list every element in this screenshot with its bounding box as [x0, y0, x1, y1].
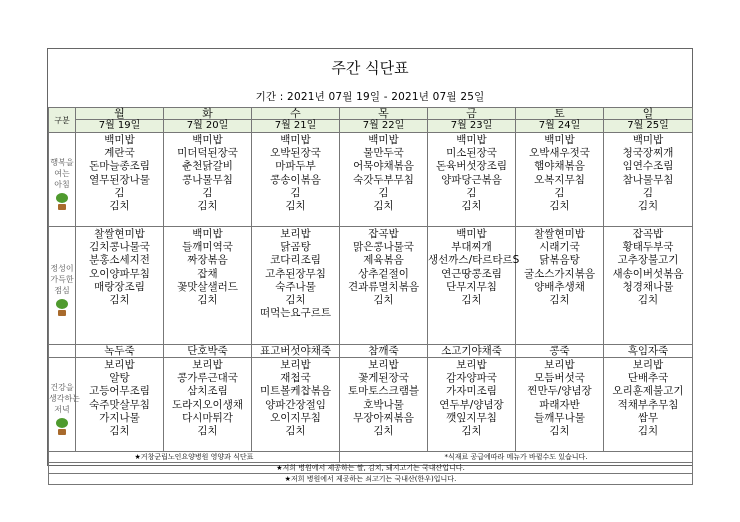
note-origin-beef: ★저희 병원에서 제공하는 쇠고기는 국내산(한우)입니다. [49, 474, 693, 485]
menu-item: 오복지무침 [534, 173, 585, 186]
menu-item: 고추장불고기 [617, 254, 679, 267]
breakfast-cell [252, 133, 340, 227]
menu-item: 생선까스/타르타르S [428, 254, 520, 267]
menu-item: 짜장볶음 [187, 254, 228, 267]
menu-item: 가자미조림 [446, 385, 497, 398]
menu-item: 찐만두/양념장 [527, 385, 592, 398]
menu-item: 김치 [549, 293, 570, 306]
menu-item: 김치 [373, 199, 394, 212]
lunch-cell [516, 227, 604, 345]
day-header: 월 [76, 108, 164, 120]
note-origin-rice: ★저희 병원에서 제공하는 쌀, 김치, 돼지고기는 국내산입니다. [49, 463, 693, 474]
menu-item: 백미밥 [104, 134, 135, 146]
snack-cell: 흑임자죽 [604, 345, 693, 358]
menu-item: 꽃게된장국 [358, 372, 409, 385]
day-header: 수 [252, 108, 340, 120]
menu-item: 김치 [109, 199, 130, 212]
date-header: 7월 25일 [604, 120, 693, 133]
menu-item: 춘천닭갈비 [182, 160, 233, 173]
menu-item: 맑은콩나물국 [353, 241, 414, 254]
lunch-label: 정성이 가득한 점심 [49, 227, 76, 345]
menu-item: 김치 [637, 424, 659, 437]
menu-item: 김치 [197, 199, 218, 212]
menu-item: 백미밥 [456, 134, 487, 146]
breakfast-cell [340, 133, 428, 227]
menu-item: 김치 [461, 293, 482, 306]
menu-item: 모듬버섯국 [534, 372, 585, 385]
dinner-cell [428, 358, 516, 452]
menu-item: 김치 [549, 199, 570, 212]
menu-item: 닭볶음탕 [539, 254, 580, 267]
menu-item: 오박새우젓국 [529, 147, 590, 160]
menu-item: 상추겉절이 [358, 267, 409, 280]
menu-item: 다시마튀각 [182, 411, 233, 424]
menu-item: 코다리조림 [270, 254, 321, 267]
weekly-menu-table [48, 107, 693, 485]
menu-item: 황태두부국 [622, 241, 674, 254]
snack-cell: 참깨죽 [340, 345, 428, 358]
lunch-cell [340, 227, 428, 345]
menu-item: 숙주맛살무침 [89, 398, 150, 411]
menu-item: 김치 [461, 424, 482, 437]
note-ingredients: *식재료 공급에따라 메뉴가 바뀔수도 있습니다. [340, 452, 693, 463]
date-header: 7월 19일 [76, 120, 164, 133]
menu-item: 미더덕된장국 [177, 147, 238, 160]
menu-item: 알탕 [109, 372, 130, 385]
menu-item: 숙주나물 [275, 280, 316, 293]
menu-item: 재첩국 [280, 372, 311, 385]
date-header: 7월 21일 [252, 120, 340, 133]
menu-item: 콩송이볶음 [270, 173, 321, 186]
snack-label-cell [49, 345, 76, 358]
menu-item: 닭곰탕 [280, 241, 311, 254]
snack-cell: 단호박죽 [164, 345, 252, 358]
page-title: 주간 식단표 [331, 59, 409, 77]
menu-item: 파래자반 [539, 398, 580, 411]
menu-item: 돈마늘종조림 [89, 160, 150, 173]
menu-item: 백미밥 [192, 228, 223, 240]
menu-item: 잡채 [197, 267, 218, 280]
plant-pot-icon [54, 299, 70, 317]
menu-item: 콩나물무침 [182, 173, 233, 186]
menu-item: 김치 [285, 424, 306, 437]
menu-item: 오이지무침 [270, 411, 321, 424]
menu-item: 고등어무조림 [89, 385, 150, 398]
menu-item: 적채부추무침 [617, 398, 679, 411]
dinner-cell [252, 358, 340, 452]
menu-item: 콩가루근대국 [177, 372, 238, 385]
date-header: 7월 20일 [164, 120, 252, 133]
lunch-cell [252, 227, 340, 345]
menu-item: 보리밥 [104, 359, 135, 371]
snack-cell: 콩죽 [516, 345, 604, 358]
menu-item: 굴소스가지볶음 [523, 267, 595, 280]
period-text: 기간 : 2021년 07월 19일 - 2021년 07월 25일 [255, 91, 485, 103]
date-header: 7월 23일 [428, 120, 516, 133]
menu-item: 찰쌀현미밥 [534, 228, 585, 240]
menu-item: 양파간장절임 [265, 398, 326, 411]
menu-item: 들깨무나물 [534, 411, 585, 424]
menu-item: 김치 [637, 199, 659, 212]
day-header: 금 [428, 108, 516, 120]
menu-item: 매랑장조림 [94, 280, 145, 293]
menu-item: 김치 [549, 424, 570, 437]
lunch-cell [76, 227, 164, 345]
menu-item: 김 [642, 186, 654, 199]
menu-item: 연두부/양념장 [439, 398, 504, 411]
menu-item: 오박된장국 [270, 147, 321, 160]
menu-item: 잡곡밥 [632, 228, 664, 240]
menu-item: 김치 [461, 199, 482, 212]
breakfast-cell [428, 133, 516, 227]
menu-item: 김 [290, 186, 301, 199]
menu-item: 김치 [373, 424, 394, 437]
menu-sheet [47, 48, 693, 483]
menu-item: 단배추국 [627, 372, 669, 385]
menu-item: 들깨미역국 [182, 241, 233, 254]
breakfast-cell [604, 133, 693, 227]
menu-item: 물만두국 [363, 147, 404, 160]
day-header: 토 [516, 108, 604, 120]
menu-item: 백미밥 [632, 134, 664, 146]
menu-item: 오리훈제불고기 [612, 385, 684, 398]
dinner-cell [516, 358, 604, 452]
menu-item: 김치 [197, 424, 218, 437]
plant-pot-icon [54, 418, 70, 436]
menu-item: 백미밥 [192, 134, 223, 146]
menu-item: 김 [466, 186, 477, 199]
menu-item: 미트볼케찹볶음 [259, 385, 331, 398]
menu-item: 돈육버섯장조림 [435, 160, 507, 173]
breakfast-cell [516, 133, 604, 227]
snack-cell: 녹두죽 [76, 345, 164, 358]
day-header: 화 [164, 108, 252, 120]
menu-item: 꽃맛살샐러드 [177, 280, 238, 293]
menu-item: 계란국 [104, 147, 135, 160]
menu-item: 감자양파국 [446, 372, 497, 385]
menu-item: 백미밥 [280, 134, 311, 146]
menu-item: 보리밥 [280, 359, 311, 371]
menu-item: 청경채나물 [622, 280, 674, 293]
menu-item: 무장아찌볶음 [353, 411, 414, 424]
menu-item: 고추된장무침 [265, 267, 326, 280]
menu-item: 쌈무 [637, 411, 659, 424]
menu-item: 양파당근볶음 [441, 173, 502, 186]
menu-item: 오이양파무침 [89, 267, 150, 280]
menu-item: 김치 [109, 424, 130, 437]
menu-item: 김 [554, 186, 565, 199]
menu-item: 햄야채볶음 [534, 160, 585, 173]
menu-item: 백미밥 [544, 134, 575, 146]
menu-item: 찰쌀현미밥 [94, 228, 145, 240]
menu-item: 김치 [373, 293, 394, 306]
snack-cell: 표고버섯야채죽 [252, 345, 340, 358]
menu-item: 토마토스크램블 [347, 385, 419, 398]
dinner-label: 건강을 생각하는 저녁 [49, 358, 76, 452]
breakfast-cell [76, 133, 164, 227]
menu-item: 잡곡밥 [368, 228, 399, 240]
menu-item: 단무지무침 [446, 280, 497, 293]
menu-item: 분홍소세지전 [89, 254, 150, 267]
dinner-cell [340, 358, 428, 452]
menu-item: 김 [114, 186, 125, 199]
dinner-cell [76, 358, 164, 452]
menu-item: 백미밥 [368, 134, 399, 146]
menu-item: 가지나물 [99, 411, 140, 424]
menu-item: 숙갓두부무침 [353, 173, 414, 186]
menu-item: 김치 [637, 293, 659, 306]
day-header: 일 [604, 108, 693, 120]
menu-item: 임연수조림 [622, 160, 674, 173]
menu-item: 견과류멸치볶음 [347, 280, 419, 293]
menu-item: 양배추생채 [534, 280, 585, 293]
menu-item: 김치 [285, 199, 306, 212]
lunch-cell [604, 227, 693, 345]
menu-item: 연근땅콩조림 [441, 267, 502, 280]
menu-item: 보리밥 [368, 359, 399, 371]
date-header: 7월 24일 [516, 120, 604, 133]
menu-item: 시래기국 [539, 241, 580, 254]
menu-item: 삼치조림 [187, 385, 228, 398]
menu-item: 호박나물 [363, 398, 404, 411]
menu-item: 보리밥 [632, 359, 664, 371]
menu-item: 청국장찌개 [622, 147, 674, 160]
menu-item: 김치 [197, 293, 218, 306]
lunch-cell [164, 227, 252, 345]
lunch-cell [428, 227, 520, 345]
menu-item: 깻잎지무침 [446, 411, 497, 424]
menu-item: 열무된장나물 [89, 173, 150, 186]
menu-item: 보리밥 [544, 359, 575, 371]
menu-item: 보리밥 [456, 359, 487, 371]
note-hospital: ★거창군립노인요양병원 영양과 식단표 [49, 452, 340, 463]
menu-item: 보리밥 [280, 228, 311, 240]
dinner-cell [164, 358, 252, 452]
menu-item: 김 [378, 186, 389, 199]
breakfast-cell [164, 133, 252, 227]
menu-item: 도라지오이생채 [171, 398, 243, 411]
menu-item: 부대찌개 [451, 241, 492, 254]
menu-item: 백미밥 [456, 228, 487, 240]
menu-item: 미소된장국 [446, 147, 497, 160]
menu-item: 마파두부 [275, 160, 316, 173]
menu-item: 김치 [109, 293, 130, 306]
menu-item: 새송이버섯볶음 [612, 267, 684, 280]
menu-item: 어묵야채볶음 [353, 160, 414, 173]
plant-pot-icon [54, 193, 70, 211]
dinner-cell [604, 358, 693, 452]
day-header: 목 [340, 108, 428, 120]
breakfast-label: 행복을 여는 아침 [49, 133, 76, 227]
menu-item: 참나물무침 [622, 173, 674, 186]
menu-item: 김 [202, 186, 213, 199]
menu-item: 떠먹는요구르트 [259, 307, 331, 320]
menu-item: 제육볶음 [363, 254, 404, 267]
menu-item: 보리밥 [192, 359, 223, 371]
snack-cell: 소고기야채죽 [428, 345, 516, 358]
gubun-header: 구분 [49, 108, 76, 133]
date-header: 7월 22일 [340, 120, 428, 133]
menu-item: 김치콩나물국 [89, 241, 150, 254]
menu-item: 김치 [285, 293, 306, 306]
